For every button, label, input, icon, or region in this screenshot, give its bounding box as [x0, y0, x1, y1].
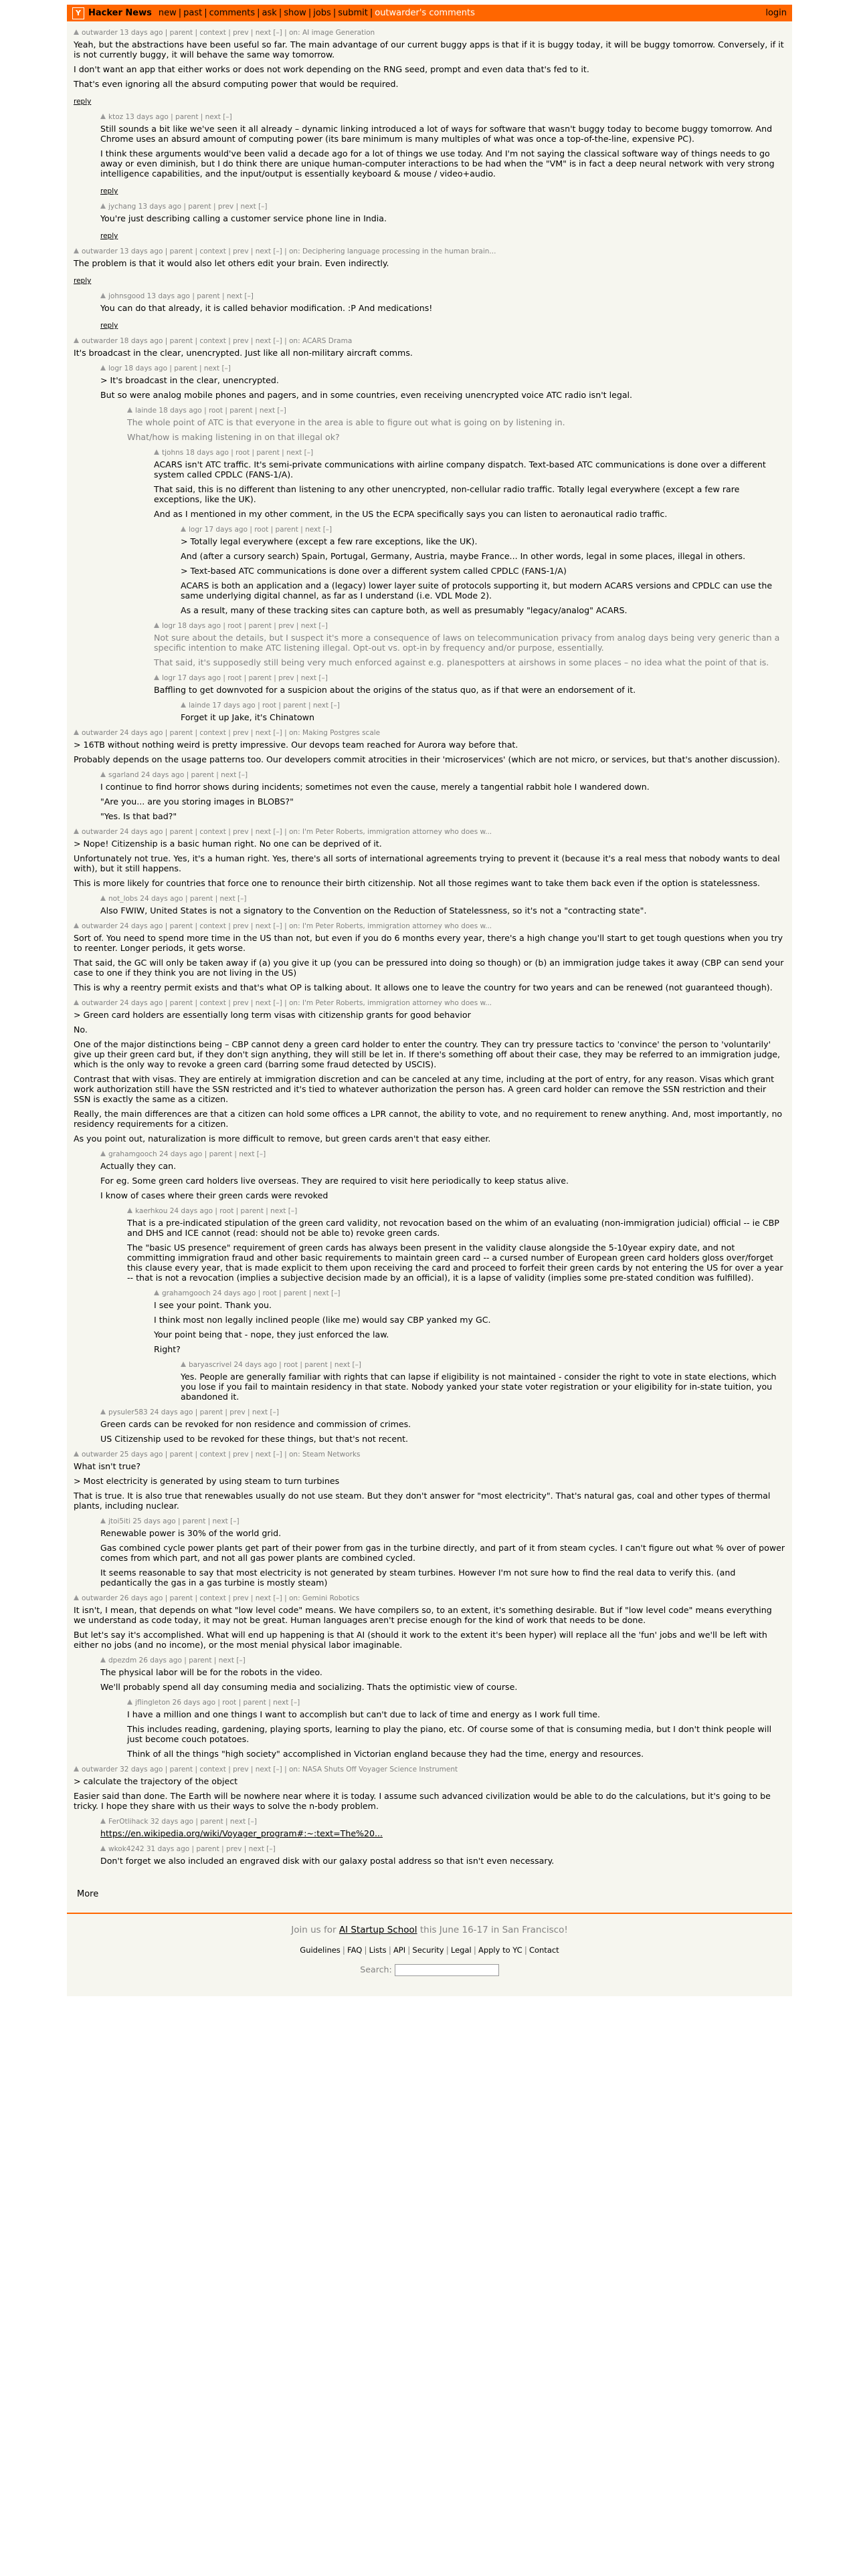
comment-text: [74, 348, 785, 358]
comment-paragraph: And (after a cursory search) Spain, Portugal, Germany, Austria, maybe France... In other words, legal in some places, illegal in others.: [181, 551, 746, 561]
upvote-arrow-icon[interactable]: [100, 114, 106, 119]
comment: [100, 1817, 785, 1838]
comment-paragraph: But let's say it's accomplished. What will end up happening is that AI (should it work to the extent it's been hyper) will replace all the 'fun' jobs and we'll be left with either no jobs (and no income), or the most menial physical labor imaginable.: [74, 1630, 767, 1650]
comment: [74, 247, 785, 286]
comment-paragraph: That's even ignoring all the absurd computing power that would be required.: [74, 79, 399, 89]
user-comments-link[interactable]: outwarder's comments: [375, 8, 475, 18]
reply-link[interactable]: reply: [100, 322, 118, 330]
comment-text: [100, 124, 785, 179]
footer-link[interactable]: Guidelines: [300, 1945, 341, 1955]
comment-paragraph: Easier said than done. The Earth will be nowhere near where it is today. I assume such advanced civilization would be able to do the calculations, but it's going to be tricky. I hope they share with us their ways to solve the n-body problem.: [74, 1791, 771, 1811]
nav-separator: |: [308, 8, 312, 18]
comment-paragraph: The whole point of ATC is that everyone in the area is able to figure out what is going on by listening in.: [127, 417, 565, 427]
comment-paragraph: But so were analog mobile phones and pagers, and in some countries, even receiving unencrypted voice ATC radio isn't legal.: [100, 390, 633, 400]
comment-byline[interactable]: lainde 18 days ago | root | parent | next [–]: [135, 407, 286, 415]
comment-meta: [74, 28, 785, 37]
comment: [127, 1698, 785, 1759]
comment: [181, 1360, 785, 1402]
comment: [100, 770, 785, 821]
comment-paragraph: Probably depends on the usage patterns too. Our developers commit atrocities in their 'microservices' (which are not micro, or services, but that's another discussion).: [74, 754, 780, 764]
upvote-arrow-icon[interactable]: [100, 203, 106, 209]
comment-text: [74, 1010, 785, 1144]
comment-paragraph: One of the major distinctions being – CBP cannot deny a green card holder to enter the country. They can try pressure tactics to 'convince' the person to 'voluntarily' give up their green card but, if they don't sign anything, they will still be let in. If there's something off about their case, they may be referred to an immigration judge, which is the only way to revoke a green card (barring some fraud detected by USCIS).: [74, 1039, 781, 1069]
comment: [154, 673, 785, 695]
upvote-arrow-icon[interactable]: [127, 1699, 132, 1705]
comment-text: [74, 740, 785, 764]
nav-separator: |: [369, 8, 373, 18]
announcement-suffix: this June 16-17 in San Francisco!: [419, 1925, 568, 1935]
footer: [67, 1913, 792, 1996]
comment-paragraph: Renewable power is 30% of the world grid.: [100, 1528, 282, 1538]
comment-text: [74, 933, 785, 992]
comment-paragraph: Your point being that - nope, they just enforced the law.: [154, 1329, 389, 1339]
comment-paragraph: This is why a reentry permit exists and that's what OP is talking about. It allows one to leave the country for two years and can be renewed (not guaranteed though).: [74, 982, 773, 992]
comment-text: [100, 1419, 785, 1444]
comment: [100, 1150, 785, 1200]
comment-paragraph: Actually they can.: [100, 1161, 177, 1171]
comment-text: [127, 1218, 785, 1283]
comment-paragraph: The "basic US presence" requirement of green cards has always been present in the validity clause alongside the 5-10year expiry date, and not committing immigration fraud and other basic requirements to maintain green card -- a cursed number of European green card holders gloss over/forget this clause every year, that is made explicit to them upon receiving the card and proceed to forfeit their green cards by not entering the US for over a year -- that is not a revocation (implies a subjective decision made by an official), it is a lapse of validity (implies some pre-stated condition was fulfilled).: [127, 1243, 783, 1283]
comment-text: [74, 1605, 785, 1650]
comment: [154, 1289, 785, 1354]
site-name[interactable]: Hacker News: [88, 8, 152, 18]
comment-meta: [74, 247, 785, 256]
comment-meta: [74, 998, 785, 1008]
comment-text: [181, 1372, 785, 1402]
comment: [74, 827, 785, 888]
comment-paragraph: It seems reasonable to say that most electricity is not generated by steam turbines. However I'm not sure how to find the real data to verify this. (and pedantically the gas in a gas turbine is mostly steam): [100, 1568, 736, 1588]
ai-startup-school-link[interactable]: AI Startup School: [339, 1925, 417, 1935]
upvote-arrow-icon[interactable]: [127, 407, 132, 413]
upvote-arrow-icon[interactable]: [100, 1151, 106, 1156]
footer-separator: |: [473, 1945, 476, 1955]
comment-paragraph: > calculate the trajectory of the object: [74, 1776, 238, 1786]
comment-meta: [181, 1360, 785, 1370]
reply-link[interactable]: reply: [100, 232, 118, 240]
comment: [100, 202, 785, 241]
comment-byline[interactable]: sgarland 24 days ago | parent | next [–]: [108, 771, 248, 779]
comment-paragraph: Gas combined cycle power plants get part of their power from gas in the turbine directly, and part of it from steam cycles. I can't figure out what % over of power comes from which part, and not all gas power plants are combined cycled.: [100, 1543, 785, 1563]
comment-paragraph: I think these arguments would've been valid a decade ago for a lot of things we use today. And I'm not saying the classical software way of things needs to go away or even diminish, but I do think there are unique human-computer interactions to be had when the "VM" is in fact a deep neural network with very strong intelligence capabilities, and the input/output is essentially keyboard & mouse / video+audio.: [100, 148, 775, 179]
comment-text: [100, 1667, 785, 1692]
comment-byline[interactable]: jflingleton 26 days ago | root | parent | next [–]: [135, 1699, 300, 1707]
more-link[interactable]: More: [77, 1889, 99, 1899]
comment-paragraph: Not sure about the details, but I suspect it's more a consequence of laws on telecommunication privacy from analog days being very generic than a specific intention to make ATC listening illegal. Opt-out vs. opt-in by frequency and/or purpose, essentially.: [154, 633, 780, 653]
comment-meta: [100, 1150, 785, 1159]
upvote-arrow-icon[interactable]: [100, 772, 106, 777]
comment-text: [74, 258, 785, 268]
comment: [100, 292, 785, 330]
comment-paragraph: We'll probably spend all day consuming media and socializing. Thats the optimistic view of course.: [100, 1682, 518, 1692]
comment-meta: [74, 827, 785, 837]
comment: [74, 728, 785, 764]
upvote-arrow-icon[interactable]: [154, 449, 159, 455]
comment-meta: [181, 525, 785, 534]
top-bar: [67, 5, 792, 21]
comment-meta: [100, 894, 785, 903]
comment-text: [100, 905, 785, 916]
comment-paragraph: Really, the main differences are that a citizen can hold some offices a LPR cannot, the ability to vote, and no requirement to renew anything. And, most importantly, no residency requirements for a citizen.: [74, 1109, 783, 1129]
comment-byline[interactable]: outwarder 18 days ago | parent | context | prev | next [–] | on: ACARS Drama: [82, 337, 353, 345]
comment-text: [181, 536, 785, 615]
comment-meta: [74, 1594, 785, 1603]
comment-byline[interactable]: outwarder 13 days ago | parent | context | prev | next [–] | on: AI image Generation: [82, 29, 375, 37]
comment: [74, 1765, 785, 1811]
upvote-arrow-icon[interactable]: [74, 338, 79, 343]
comment-byline[interactable]: outwarder 24 days ago | parent | context | prev | next [–] | on: I'm Peter Roberts, immigration attorney who does w...: [82, 828, 492, 836]
upvote-arrow-icon[interactable]: [100, 1818, 106, 1824]
comment-paragraph: This is more likely for countries that force one to renounce their birth citizenship. Not all those regimes want to take them back even if the option is statelessness.: [74, 878, 761, 888]
comment-meta: [100, 1517, 785, 1526]
footer-separator: |: [446, 1945, 449, 1955]
comment: [127, 1206, 785, 1283]
comment-paragraph: I continue to find horror shows during incidents; sometimes not even the cause, merely a tangential rabbit hole I wandered down.: [100, 782, 650, 792]
upvote-arrow-icon[interactable]: [181, 1362, 186, 1367]
comment-text: [127, 417, 785, 442]
comment-text: [74, 839, 785, 888]
footer-link[interactable]: FAQ: [347, 1945, 363, 1955]
comment: [74, 922, 785, 992]
comment-paragraph: And as I mentioned in my other comment, in the US the ECPA specifically says you can listen to aeronautical radio traffic.: [154, 509, 668, 519]
footer-link[interactable]: Legal: [450, 1945, 472, 1955]
comment-byline[interactable]: outwarder 24 days ago | parent | context | prev | next [–] | on: I'm Peter Roberts, immigration attorney who does w...: [82, 922, 492, 930]
comment: [154, 448, 785, 519]
comment-text: [154, 633, 785, 667]
comment: [181, 525, 785, 615]
comment-paragraph: I don't want an app that either works or does not work depending on the RNG seed, prompt and even data that's fed to it.: [74, 64, 589, 74]
upvote-arrow-icon[interactable]: [127, 1208, 132, 1213]
y-logo-icon[interactable]: Y: [72, 7, 84, 19]
comment-meta: [100, 112, 785, 122]
comment-text: [181, 712, 785, 722]
comment-paragraph: US Citizenship used to be revoked for these things, but that's not recent.: [100, 1434, 409, 1444]
comment-text: [100, 1856, 785, 1866]
comment-text: [154, 1300, 785, 1354]
comment-paragraph: I see your point. Thank you.: [154, 1300, 272, 1310]
comment-paragraph: > Text-based ATC communications is done over a different system called CPDLC (FANS-1/A): [181, 566, 567, 576]
comment-paragraph: For eg. Some green card holders live overseas. They are required to visit here periodically to keep status alive.: [100, 1176, 569, 1186]
upvote-arrow-icon[interactable]: [181, 702, 186, 708]
comment-meta: [100, 202, 785, 211]
upvote-arrow-icon[interactable]: [100, 293, 106, 298]
comment-meta: [100, 292, 785, 301]
search-label: Search:: [360, 1964, 392, 1975]
comment-text: [74, 1461, 785, 1511]
comment: [154, 621, 785, 667]
comment-text: [154, 459, 785, 519]
comment-byline[interactable]: outwarder 24 days ago | parent | context | prev | next [–] | on: I'm Peter Roberts, immigration attorney who does w...: [82, 999, 492, 1007]
comment: [74, 1450, 785, 1511]
footer-link[interactable]: Security: [412, 1945, 444, 1955]
nav-separator: |: [332, 8, 337, 18]
comment-paragraph: Green cards can be revoked for non residence and commission of crimes.: [100, 1419, 411, 1429]
nav-separator: |: [278, 8, 282, 18]
comment-byline[interactable]: logr 18 days ago | root | parent | prev | next [–]: [162, 622, 328, 630]
comment-paragraph: Still sounds a bit like we've seen it all already – dynamic linking introduced a lot of ways for software that wasn't buggy today to become buggy tomorrow. And Chrome uses an absurd amount of computing power (its bare minimum is many multiples of what was once a top-of-the-line, expensive PC).: [100, 124, 773, 144]
upvote-arrow-icon[interactable]: [74, 829, 79, 834]
comment: [100, 1656, 785, 1692]
upvote-arrow-icon[interactable]: [100, 895, 106, 901]
comment-meta: [74, 1765, 785, 1774]
comment-meta: [100, 1408, 785, 1417]
comment-byline[interactable]: logr 17 days ago | root | parent | prev | next [–]: [162, 674, 328, 682]
nav-jobs-link[interactable]: jobs: [313, 8, 331, 18]
nav-past-link[interactable]: past: [183, 8, 203, 18]
upvote-arrow-icon[interactable]: [100, 1518, 106, 1523]
comment: [74, 28, 785, 106]
comment-paragraph: You can do that already, it is called behavior modification. :P And medications!: [100, 303, 433, 313]
comment-meta: [74, 922, 785, 931]
upvote-arrow-icon[interactable]: [100, 365, 106, 370]
comment-paragraph: As a result, many of these tracking sites can capture both, as well as presumably "legacy/analog" ACARS.: [181, 605, 628, 615]
comment-meta: [154, 448, 785, 457]
comment-meta: [100, 770, 785, 780]
comment-paragraph: I know of cases where their green cards were revoked: [100, 1190, 328, 1200]
comment-paragraph: Don't forget we also included an engraved disk with our galaxy postal address so that isn't even necessary.: [100, 1856, 555, 1866]
comment-paragraph: What/how is making listening in on that illegal ok?: [127, 432, 340, 442]
comment-paragraph: This includes reading, gardening, playing sports, learning to play the piano, etc. Of course some of that is consuming media, but I don't think people will just become couch potatoes.: [127, 1724, 772, 1744]
comment-byline[interactable]: lainde 17 days ago | root | parent | next [–]: [189, 702, 340, 710]
comment-meta: [74, 336, 785, 346]
comment-text: [74, 1776, 785, 1811]
comment-paragraph: Contrast that with visas. They are entirely at immigration discretion and can be canceled at any time, including at the port of entry, for any reason. Visas which grant work authorization still have the SSN restricted and it's tied to whatever authorization the person has. A green card holder can remove the SSN restriction and their SSN is exactly the same as a citizen.: [74, 1074, 775, 1104]
comment: [100, 1517, 785, 1588]
comment: [181, 701, 785, 722]
comment-byline[interactable]: jtoi5iti 25 days ago | parent | next [–]: [108, 1517, 240, 1525]
comment-byline[interactable]: tjohns 18 days ago | root | parent | next [–]: [162, 449, 314, 457]
reply-link[interactable]: reply: [100, 187, 118, 195]
upvote-arrow-icon[interactable]: [74, 1000, 79, 1005]
comment-meta: [154, 621, 785, 631]
comment-list: [67, 21, 792, 1877]
comment-paragraph: Sort of. You need to spend more time in the US than not, but even if you do 6 months every year, there's a high change you'll start to get tough questions when you try to reenter. Longer periods, it gets worse.: [74, 933, 783, 953]
nav-new-link[interactable]: new: [158, 8, 177, 18]
comment-paragraph: I have a million and one things I want to accomplish but can't due to lack of time and energy as I work full time.: [127, 1709, 601, 1719]
nav-separator: |: [178, 8, 182, 18]
comment-paragraph: That is a pre-indicated stipulation of the green card validity, not revocation based on the whim of an evaluating (non-immigration judicial) official -- ie CBP and DHS and ICE cannot (read: should not be able to) revoke green cards.: [127, 1218, 779, 1238]
comment-text: [100, 375, 785, 400]
comment-meta: [100, 1844, 785, 1854]
nav-comments-link[interactable]: comments: [209, 8, 256, 18]
comment-byline[interactable]: outwarder 25 days ago | parent | context | prev | next [–] | on: Steam Networks: [82, 1451, 361, 1459]
footer-link[interactable]: Contact: [529, 1945, 559, 1955]
comment-text: [100, 1528, 785, 1588]
upvote-arrow-icon[interactable]: [100, 1846, 106, 1851]
comment-paragraph: As you point out, naturalization is more difficult to remove, but green cards aren't that easy either.: [74, 1134, 491, 1144]
comment-paragraph: That said, the GC will only be taken away if (a) you give it up (you can be pressured into doing so though) or (b) an immigration judge takes it away (CBP can send your case to one if they think you are not living in the US): [74, 958, 784, 978]
comment-text: [127, 1709, 785, 1759]
comment-meta: [127, 406, 785, 415]
reply-link[interactable]: reply: [74, 277, 92, 285]
comment-paragraph: I think most non legally inclined people (like me) would say CBP yanked my GC.: [154, 1315, 491, 1325]
upvote-arrow-icon[interactable]: [74, 29, 79, 35]
comment-paragraph: The problem is that it would also let others edit your brain. Even indirectly.: [74, 258, 389, 268]
comment-text: [100, 303, 785, 313]
comment-paragraph: > Most electricity is generated by using steam to turn turbines: [74, 1476, 340, 1486]
reply-link[interactable]: reply: [74, 98, 92, 106]
nav-show-link[interactable]: show: [284, 8, 306, 18]
comment: [100, 894, 785, 916]
comment-meta: [154, 673, 785, 683]
upvote-arrow-icon[interactable]: [154, 623, 159, 628]
footer-link[interactable]: Lists: [369, 1945, 387, 1955]
comment-paragraph: > It's broadcast in the clear, unencrypted.: [100, 375, 279, 385]
upvote-arrow-icon[interactable]: [74, 1595, 79, 1600]
comment-paragraph: Baffling to get downvoted for a suspicion about the origins of the status quo, as if that were an endorsement of it.: [154, 685, 636, 695]
comment-byline[interactable]: logr 17 days ago | root | parent | next [–]: [189, 526, 332, 534]
comment-text: [100, 782, 785, 821]
page-container: [67, 5, 792, 1996]
comment-text: [100, 1828, 785, 1838]
comment-byline[interactable]: logr 18 days ago | parent | next [–]: [108, 364, 231, 372]
upvote-arrow-icon[interactable]: [74, 923, 79, 928]
comment-text: [100, 213, 785, 223]
comment-meta: [127, 1206, 785, 1216]
search-input[interactable]: [395, 1964, 499, 1976]
comment-paragraph: The physical labor will be for the robots in the video.: [100, 1667, 322, 1677]
upvote-arrow-icon[interactable]: [100, 1409, 106, 1414]
comment-meta: [74, 1450, 785, 1459]
comment-text: [74, 39, 785, 89]
comment-byline[interactable]: baryascrivel 24 days ago | root | parent | next [–]: [189, 1361, 361, 1369]
upvote-arrow-icon[interactable]: [100, 1657, 106, 1662]
comment: [74, 998, 785, 1144]
comment-paragraph: ACARS is both an application and a (legacy) lower layer suite of protocols supporting it, but modern ACARS versions and CPDLC can use the same underlying digital channel, as far as I understand (i.e. VDL Mode 2).: [181, 580, 773, 601]
upvote-arrow-icon[interactable]: [154, 1290, 159, 1295]
comment: [100, 1844, 785, 1866]
comment: [127, 406, 785, 442]
comment-byline[interactable]: johnsgood 13 days ago | parent | next [–]: [108, 292, 254, 300]
comment-meta: [74, 728, 785, 738]
nav-separator: |: [204, 8, 207, 18]
comment-text: [100, 1161, 785, 1200]
comment-paragraph: No.: [74, 1025, 88, 1035]
comment-paragraph: It's broadcast in the clear, unencrypted. Just like all non-military aircraft comms.: [74, 348, 413, 358]
footer-announcement: [67, 1925, 792, 1935]
nav-ask-link[interactable]: ask: [262, 8, 277, 18]
comment-paragraph: That said, it's supposedly still being very much enforced against e.g. planespotters at airshows in some places – no idea what the point of that is.: [154, 657, 769, 667]
comment-byline[interactable]: outwarder 32 days ago | parent | context | prev | next [–] | on: NASA Shuts Off Voyager Science Instrument: [82, 1765, 458, 1774]
comment-paragraph: "Yes. Is that bad?": [100, 811, 177, 821]
upvote-arrow-icon[interactable]: [74, 248, 79, 253]
comment-paragraph: > Nope! Citizenship is a basic human right. No one can be deprived of it.: [74, 839, 382, 849]
nav-separator: |: [257, 8, 260, 18]
comment-byline[interactable]: jychang 13 days ago | parent | prev | next [–]: [108, 203, 268, 211]
comment-byline[interactable]: pysuler583 24 days ago | parent | prev | next [–]: [108, 1408, 279, 1416]
upvote-arrow-icon[interactable]: [74, 1766, 79, 1772]
comment-paragraph: That said, this is no different than listening to any other unencrypted, non-cellular radio traffic. Totally legal everywhere (except a few rare exceptions, like the UK).: [154, 484, 740, 504]
comment-paragraph: Right?: [154, 1344, 181, 1354]
comment-paragraph: Also FWIW, United States is not a signatory to the Convention on the Reduction of Statelessness, so it's not a "contracting state".: [100, 905, 647, 916]
comment-byline[interactable]: not_lobs 24 days ago | parent | next [–]: [108, 895, 247, 903]
comment-byline[interactable]: outwarder 24 days ago | parent | context | prev | next [–] | on: Making Postgres scale: [82, 729, 381, 737]
comment-byline[interactable]: outwarder 26 days ago | parent | context | prev | next [–] | on: Gemini Robotics: [82, 1594, 360, 1602]
comment-byline[interactable]: grahamgooch 24 days ago | root | parent | next [–]: [162, 1289, 341, 1297]
footer-separator: |: [342, 1945, 346, 1955]
comment-meta: [154, 1289, 785, 1298]
comment: [100, 1408, 785, 1444]
announcement-prefix: Join us for: [291, 1925, 337, 1935]
comment: [74, 336, 785, 358]
footer-separator: |: [364, 1945, 367, 1955]
comment: [74, 1594, 785, 1650]
footer-separator: |: [388, 1945, 391, 1955]
comment-paragraph: > Totally legal everywhere (except a few rare exceptions, like the UK).: [181, 536, 478, 546]
comment-paragraph: You're just describing calling a customer service phone line in India.: [100, 213, 387, 223]
nav-submit-link[interactable]: submit: [338, 8, 368, 18]
comment-paragraph: Unfortunately not true. Yes, it's a human right. Yes, there's all sorts of international agreements trying to prevent it (because it's a real mess that nobody wants to deal with), but it still happens.: [74, 853, 780, 873]
footer-separator: |: [407, 1945, 411, 1955]
login-link[interactable]: login: [765, 8, 787, 18]
main-nav: [159, 8, 475, 18]
comment-link[interactable]: https://en.wikipedia.org/wiki/Voyager_program#:~:text=The%20...: [100, 1828, 383, 1838]
upvote-arrow-icon[interactable]: [181, 526, 186, 532]
comment-byline[interactable]: kaerhkou 24 days ago | root | parent | next [–]: [135, 1207, 298, 1215]
comment-paragraph: It isn't, I mean, that depends on what "low level code" means. We have compilers so, to an extent, it's something desirable. But if "low level code" means everything we understand as code today, it may not be great. Human languages aren't precise enough for the kind of work that needs to be done.: [74, 1605, 772, 1625]
comment-byline[interactable]: wkok4242 31 days ago | parent | prev | next [–]: [108, 1845, 276, 1853]
footer-links: [67, 1945, 792, 1955]
footer-search: [67, 1964, 792, 1976]
comment-paragraph: "Are you... are you storing images in BLOBS?": [100, 796, 294, 807]
comment-meta: [181, 701, 785, 710]
footer-link[interactable]: Apply to YC: [478, 1945, 522, 1955]
comment-meta: [100, 1817, 785, 1826]
comment: [100, 364, 785, 400]
footer-separator: |: [524, 1945, 527, 1955]
comment-text: [154, 685, 785, 695]
comment-meta: [127, 1698, 785, 1707]
comment-paragraph: Think of all the things "high society" accomplished in Victorian england because they had the time, energy and resources.: [127, 1749, 644, 1759]
comment-meta: [100, 1656, 785, 1665]
comment-paragraph: That is true. It is also true that renewables usually do not use steam. But they don't answer for "most electricity". That's natural gas, coal and other types of thermal plants, including nuclear.: [74, 1491, 771, 1511]
footer-link[interactable]: API: [393, 1945, 406, 1955]
comment-paragraph: Forget it up Jake, it's Chinatown: [181, 712, 314, 722]
upvote-arrow-icon[interactable]: [154, 675, 159, 680]
comment-paragraph: > 16TB without nothing weird is pretty impressive. Our devops team reached for Aurora way before that.: [74, 740, 518, 750]
upvote-arrow-icon[interactable]: [74, 730, 79, 735]
comment-meta: [100, 364, 785, 373]
comment-paragraph: Yes. People are generally familiar with rights that can lapse if eligibility is not maintained - consider the right to vote in state elections, which you lose if you fail to maintain residency in that state. Nobody yanked your state voter registration or your eligibility for in-state tuition, you abandoned it.: [181, 1372, 777, 1402]
comment-byline[interactable]: dpezdm 26 days ago | parent | next [–]: [108, 1656, 246, 1665]
comment-paragraph: What isn't true?: [74, 1461, 141, 1471]
comment-paragraph: Yeah, but the abstractions have been useful so far. The main advantage of our current buggy apps is that if it is buggy today, it will be buggy tomorrow. Conversely, if it is not currently buggy, it will behave the same way tomorrow.: [74, 39, 784, 60]
comment-byline[interactable]: grahamgooch 24 days ago | parent | next [–]: [108, 1150, 266, 1158]
comment-paragraph: ACARS isn't ATC traffic. It's semi-private communications with airline company dispatch. Text-based ATC communications is done over a different system called CPDLC (FANS-1/A).: [154, 459, 766, 479]
comment-paragraph: > Green card holders are essentially long term visas with citizenship grants for good behavior: [74, 1010, 471, 1020]
comment-byline[interactable]: ktoz 13 days ago | parent | next [–]: [108, 113, 232, 121]
upvote-arrow-icon[interactable]: [74, 1451, 79, 1457]
comment-byline[interactable]: FerOtlihack 32 days ago | parent | next [–]: [108, 1818, 257, 1826]
comment: [100, 112, 785, 196]
comment-byline[interactable]: outwarder 13 days ago | parent | context | prev | next [–] | on: Deciphering language processing in the human brain...: [82, 247, 496, 255]
